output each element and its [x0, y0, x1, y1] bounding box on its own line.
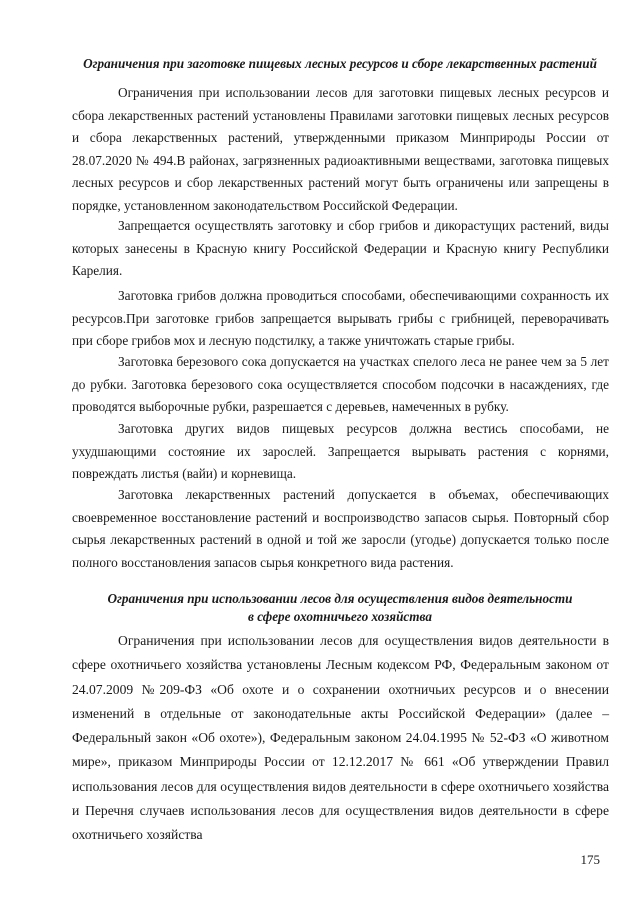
paragraph-other-food-resources: Заготовка других видов пищевых ресурсов должна вестись способами, не ухудшающими состояние их зарослей. Запрещается вырывать растения с корнями, повреждать листья (вайи) и корневища.: [72, 421, 609, 482]
paragraph-restrictions-rules: Ограничения при использовании лесов для заготовки пищевых лесных ресурсов и сбора лекарственных растений установлены Правилами заготовки пищевых лесных ресурсов и сбора лекарственных растений, утвержденными приказом Минприроды России от 28.07.2020 № 494.В районах, загрязненных радиоактивными веществами, заготовка пищевых лесных ресурсов и сбор лекарственных растений могут быть ограничены или запрещены в порядке, установленном законодательством Российской Федерации.: [72, 85, 609, 213]
section-heading-hunting-line1: Ограничения при использовании лесов для осуществления видов деятельности: [107, 591, 573, 606]
section-heading-forest-resources: Ограничения при заготовке пищевых лесных ресурсов и сборе лекарственных растений: [83, 56, 597, 71]
paragraph-hunting-restrictions: Ограничения при использовании лесов для осуществления видов деятельности в сфере охотничьего хозяйства установлены Лесным кодексом РФ, Федеральным законом от 24.07.2009 №209-ФЗ «Об охоте и о сохранении охотничьих ресурсов и о внесении изменений в отдельные от законодательные акты Российской Федерации» (далее – Федеральный закон «Об охоте»), Федеральным законом 24.04.1995 № 52-ФЗ «О животном мире», приказом Минприроды России от 12.12.2017 № 661 «Об утверждении Правил использования лесов для осуществления видов деятельности в сфере охотничьего хозяйства и Перечня случаев использования лесов для осуществления видов деятельности в сфере охотничьего хозяйства: [72, 633, 609, 843]
section-heading-hunting-line2: в сфере охотничьего хозяйства: [248, 609, 432, 624]
paragraph-red-book-prohibition: Запрещается осуществлять заготовку и сбор грибов и дикорастущих растений, виды которых занесены в Красную книгу Российской Федерации и Красную книгу Республики Карелия.: [72, 218, 609, 279]
paragraph-birch-sap: Заготовка березового сока допускается на участках спелого леса не ранее чем за 5 лет до рубки. Заготовка березового сока осуществляется способом подсочки в насаждениях, где проводятся выборочные рубки, разрешается с деревьев, намеченных в рубку.: [72, 354, 609, 415]
section-heading-hunting: [60, 590, 620, 626]
paragraph-mushroom-harvest: Заготовка грибов должна проводиться способами, обеспечивающими сохранность их ресурсов.При заготовке грибов запрещается вырывать грибы с грибницей, переворачивать при сборе грибов мох и лесную подстилку, а также уничтожать старые грибы.: [72, 288, 609, 349]
paragraph-medicinal-plants: Заготовка лекарственных растений допускается в объемах, обеспечивающих своевременное восстановление растений и воспроизводство запасов сырья. Повторный сбор сырья лекарственных растений в одной и той же заросли (угодье) допускается только после полного восстановления запасов сырья конкретного вида растения.: [72, 487, 609, 570]
page-number: 175: [580, 852, 600, 867]
